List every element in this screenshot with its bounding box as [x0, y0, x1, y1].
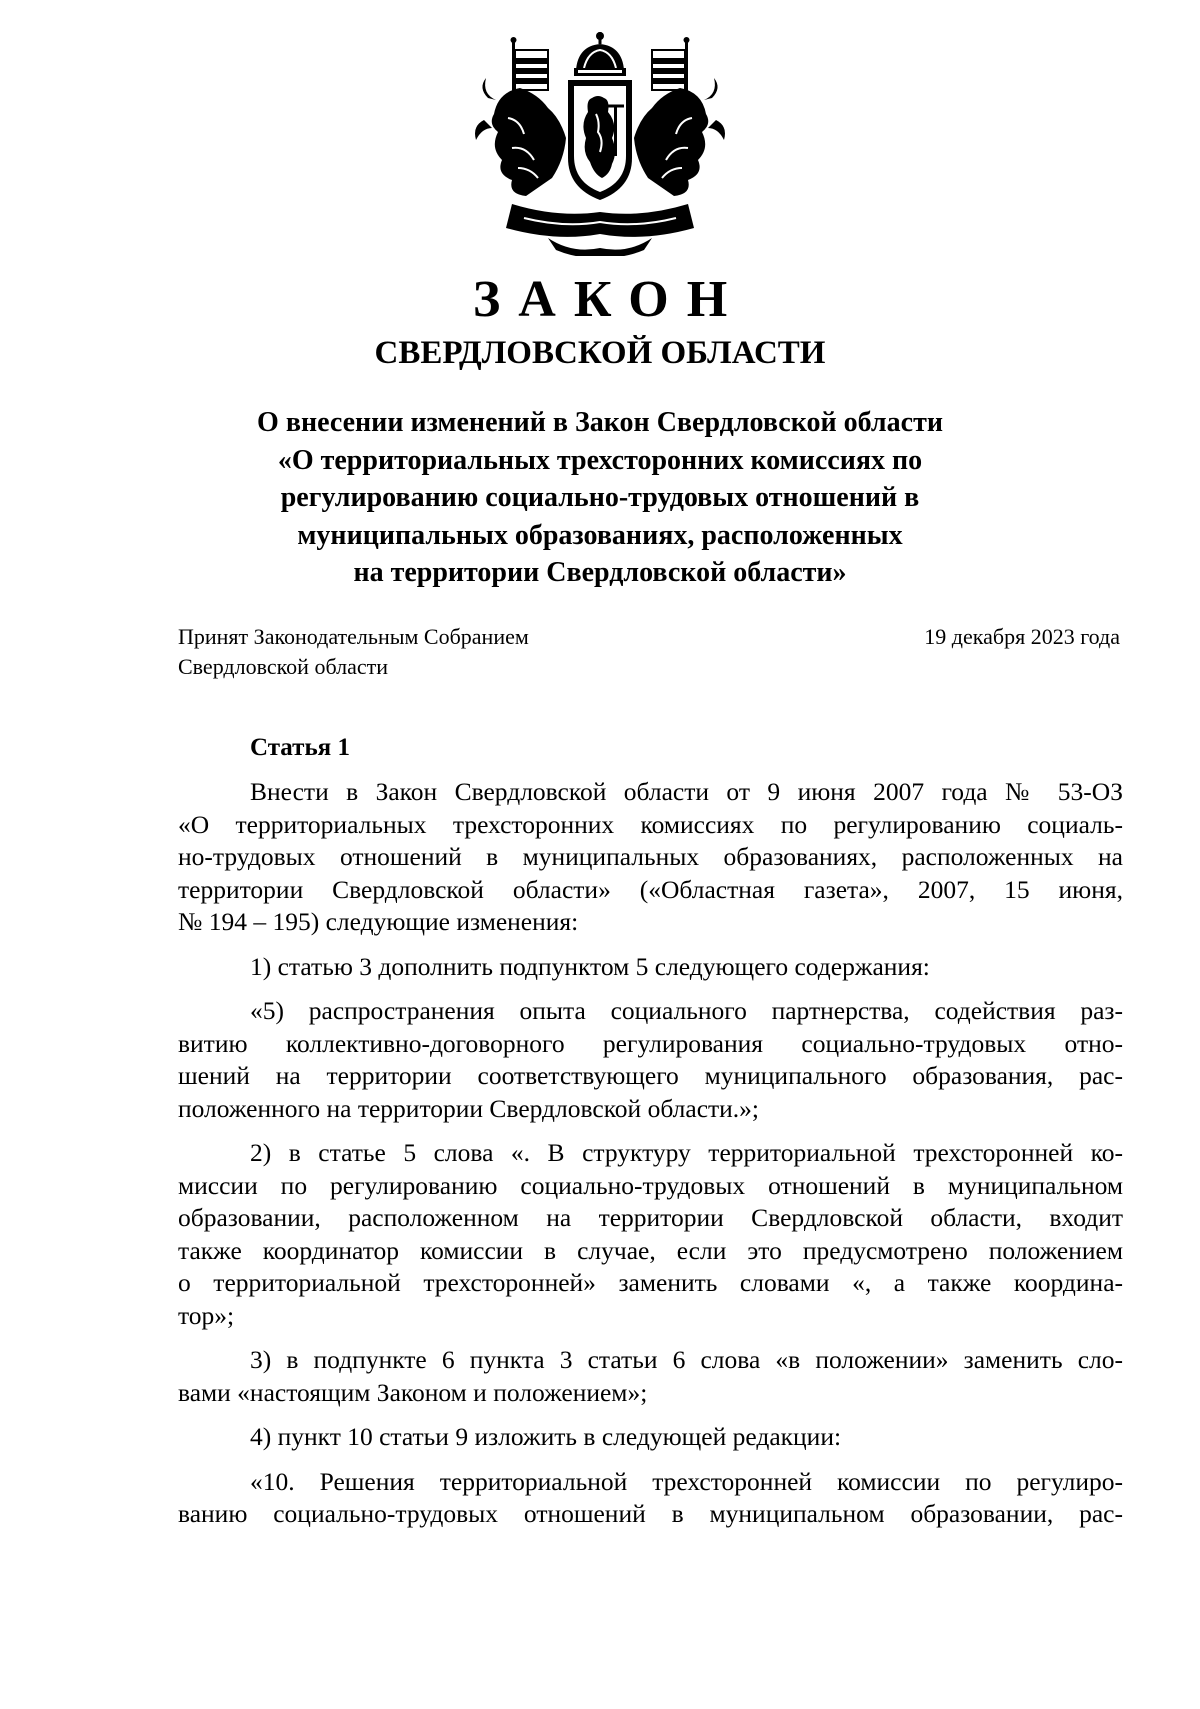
article-paragraph [178, 1344, 1123, 1409]
article-paragraph [178, 1466, 1123, 1531]
article-title: Статья 1 [250, 734, 350, 761]
article-paragraph [178, 1421, 1123, 1454]
text-line: ванию социально-трудовых отношений в муниципальном образовании, рас- [178, 1499, 1123, 1528]
adopting-body-line: Принят Законодательным Собранием [178, 624, 529, 649]
text-line: положенного на территории Свердловской области.»; [178, 1093, 760, 1123]
text-line: миссии по регулированию социально-трудовых отношений в муниципальном [178, 1170, 1123, 1200]
adopting-body-line: Свердловской области [178, 654, 388, 679]
coat-of-arms-emblem [468, 28, 732, 256]
text-line: образовании, расположенном на территории Свердловской области, входит [178, 1203, 1123, 1232]
document-subject [150, 404, 1050, 592]
adoption-date: 19 декабря 2023 года [924, 624, 1120, 649]
text-line: витию коллективно-договорного регулирования социально-трудовых отно- [178, 1028, 1123, 1058]
subject-line: на территории Свердловской области» [353, 557, 847, 588]
text-line: шений на территории соответствующего муниципального образования, рас- [178, 1061, 1123, 1090]
text-line: 2) в статье 5 слова «. В структуру территориальной трехсторонней ко- [250, 1138, 1123, 1167]
text-line: территории Свердловской области» («Областная газета», 2007, 15 июня, [178, 874, 1123, 904]
text-line: Внести в Закон Свердловской области от 9 июня 2007 года № 53-ОЗ [250, 777, 1123, 806]
text-line: «О территориальных трехсторонних комиссиях по регулированию социаль- [178, 809, 1123, 839]
document-title: ЗАКОН [472, 271, 746, 328]
article-paragraph [178, 995, 1123, 1125]
subject-line: «О территориальных трехсторонних комиссиях по [277, 444, 923, 476]
right-griffin-icon [634, 78, 725, 196]
article-paragraph [178, 776, 1123, 939]
text-line: вами «настоящим Законом и положением»; [178, 1377, 648, 1407]
text-line: 1) статью 3 дополнить подпунктом 5 следующего содержания: [250, 951, 930, 981]
text-line: «10. Решения территориальной трехсторонней комиссии по регулиро- [250, 1466, 1123, 1496]
subject-line: О внесении изменений в Закон Свердловской области [257, 407, 943, 438]
article-paragraph [178, 951, 1123, 984]
article-paragraph [178, 1137, 1123, 1332]
text-line: «5) распространения опыта социального партнерства, содействия раз- [250, 996, 1123, 1025]
text-line: 4) пункт 10 статьи 9 изложить в следующей редакции: [250, 1422, 842, 1451]
adopting-body [178, 622, 529, 682]
text-line: но-трудовых отношений в муниципальных образованиях, расположенных на [178, 842, 1123, 871]
text-line: о территориальной трехсторонней» заменить словами «, а также координа- [178, 1268, 1123, 1297]
text-line: № 194 – 195) следующие изменения: [178, 907, 579, 936]
text-line: 3) в подпункте 6 пункта 3 статьи 6 слова «в положении» заменить сло- [250, 1345, 1123, 1374]
crown-icon [574, 32, 626, 76]
document-region: СВЕРДЛОВСКОЙ ОБЛАСТИ [374, 335, 826, 371]
shield-icon [568, 80, 632, 200]
text-line: тор»; [178, 1300, 235, 1330]
left-griffin-icon [475, 78, 566, 196]
article-body [178, 776, 1123, 1543]
base-ornament-icon [506, 204, 694, 256]
subject-line: муниципальных образованиях, расположенных [297, 519, 903, 551]
subject-line: регулированию социально-трудовых отношений в [280, 482, 920, 513]
text-line: также координатор комиссии в случае, если это предусмотрено положением [178, 1235, 1123, 1265]
